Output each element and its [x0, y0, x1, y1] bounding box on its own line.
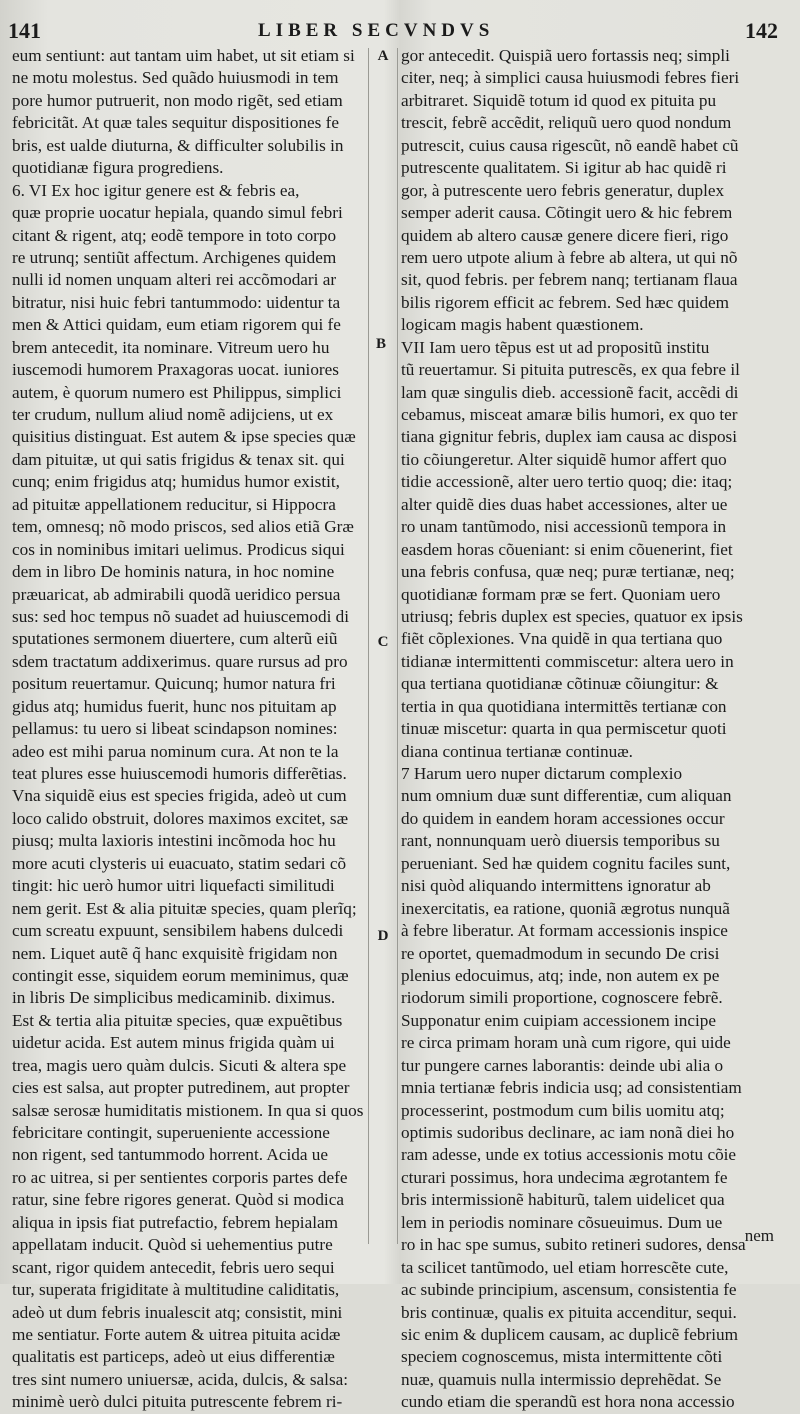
- text-line: ac subinde principium, ascensum, consistentia fe: [401, 1280, 737, 1300]
- text-line: nuæ, quamuis nulla intermissio deprehẽdat. Se: [401, 1369, 722, 1389]
- text-line: do quidem in eandem horam accessiones occur: [401, 808, 725, 828]
- text-line: cunq; enim frigidus atq; humidus humor existit,: [12, 472, 340, 492]
- text-line: men & Attici quidam, eum etiam rigorem qui fe: [12, 315, 341, 335]
- column-gutter-left: [368, 48, 369, 1244]
- text-line: ne motu molestus. Sed quãdo huiusmodi in tem: [12, 68, 339, 88]
- text-line: 6. VI Ex hoc igitur genere est & febris ea,: [12, 180, 300, 200]
- left-text-column: [12, 45, 364, 1414]
- text-line: appellatam inducit. Quòd si uehementius putre: [12, 1235, 333, 1255]
- text-line: tinuæ miscetur: quarta in qua permiscetur quoti: [401, 719, 727, 739]
- text-line: logicam magis habent quæstionem.: [401, 315, 644, 335]
- text-line: rem uero utpote alium à febre ab altera, ut qui nõ: [401, 247, 738, 267]
- text-line: speciem cognoscemus, mista intermittente cõti: [401, 1347, 723, 1367]
- text-line: quæ proprie uocatur hepiala, quando simul febri: [12, 203, 343, 223]
- text-line: ad pituitæ appellationem reducitur, si Hippocra: [12, 494, 336, 514]
- text-line: præuaricat, ab admirabili quodã ueridico persua: [12, 584, 341, 604]
- text-line: tiana gignitur febris, duplex iam causa ac disposi: [401, 427, 738, 447]
- text-line: easdem horas cõueniant: si enim cõuenerint, fiet: [401, 539, 733, 559]
- text-line: gor, à putrescente uero febris generatur, duplex: [401, 180, 725, 200]
- text-line: trescit, febrẽ accẽdit, reliquũ uero quod nondum: [401, 113, 732, 133]
- catchword: nem: [744, 1226, 774, 1245]
- text-line: Est & tertia alia pituitæ species, quæ expuẽtibus: [12, 1010, 343, 1030]
- text-line: pellamus: tu uero si libeat scindapson nomines:: [12, 719, 338, 739]
- text-line: citer, neq; à simplici causa huiusmodi febres fieri: [401, 68, 740, 88]
- text-line: febricitare contingit, superueniente accessione: [12, 1123, 330, 1142]
- text-line: processerint, postmodum cum bilis uomitu atq;: [401, 1100, 725, 1120]
- text-line: dem in libro De hominis natura, in hoc nomine: [12, 562, 335, 582]
- text-line: cundo etiam die sperandũ est hora nona accessio: [401, 1392, 735, 1412]
- text-line: bris intermissionẽ habiturũ, talem uidelicet qua: [401, 1190, 725, 1210]
- text-line: utriusq; febris duplex est species, quatuor ex ipsis: [401, 606, 743, 626]
- text-line: tur, superata frigiditate à multitudine caliditatis,: [12, 1280, 340, 1300]
- text-line: nulli id nomen unquam alteri rei accõmodari ar: [12, 270, 337, 290]
- text-line: à febre liberatur. At formam accessionis inspice: [401, 921, 728, 941]
- text-line: una febris confusa, quæ neq; puræ tertianæ, neq;: [401, 562, 735, 582]
- text-line: citant & rigent, atq; eodẽ tempore in toto corpo: [12, 225, 337, 245]
- text-line: perueniant. Sed hæ quidem cognitu faciles sunt,: [401, 853, 731, 873]
- text-line: semper aderit causa. Cõtingit uero & hic febrem: [401, 203, 733, 223]
- text-line: tur pungere carnes laborantis: deinde ubi alia o: [401, 1055, 724, 1075]
- text-line: VII Iam uero tẽpus est ut ad propositũ institu: [401, 337, 710, 357]
- text-line: nem. Liquet autẽ q̃ hanc exquisitè frigidam non: [12, 943, 338, 963]
- text-line: tres sint numero uniuersæ, acida, dulcis, & salsa:: [12, 1369, 349, 1389]
- margin-letter-d: D: [377, 928, 389, 944]
- text-line: sdem tractatum addixerimus. quare rursus ad pro: [12, 651, 348, 671]
- text-line: adeò ut dum febris inualescit atq; consistit, mini: [12, 1302, 343, 1322]
- text-line: inexercitatis, ea ratione, quoniã ægrotus nunquã: [401, 898, 730, 918]
- page-number-left: 141: [8, 18, 41, 43]
- text-line: alter quidẽ dies duas habet accessiones, alter ue: [401, 494, 728, 514]
- text-line: cebamus, misceat amaræ bilis humori, ex quo ter: [401, 405, 738, 424]
- text-line: positum reuertamur. Quicunq; humor natura fri: [12, 674, 336, 694]
- text-line: putrescit, cuius causa rigescũt, nõ eandẽ habet cũ: [401, 135, 739, 155]
- text-line: sic enim & duplicem causam, ac duplicẽ febrium: [401, 1324, 738, 1344]
- text-line: arbitraret. Siquidẽ totum id quod ex pituita pu: [401, 90, 717, 110]
- text-line: sputationes sermonem diuertere, cum alterũ eiũ: [12, 629, 338, 649]
- running-title: LIBER SECVNDVS: [258, 20, 495, 41]
- text-line: rant, nonnunquam uerò diuersis temporibus su: [401, 831, 720, 851]
- text-line: qua tertiana quotidianæ cõtinuæ cõiungitur: &: [401, 674, 719, 694]
- text-line: gor antecedit. Quispiã uero fortassis neq; simpli: [401, 46, 730, 65]
- text-line: lem in periodis nominare cõsueuimus. Dum ue: [401, 1212, 723, 1232]
- margin-letter-a: A: [377, 48, 389, 64]
- margin-letter-b: B: [375, 336, 386, 352]
- text-line: gidus atq; humidus fuerit, hunc nos pituitam ap: [12, 696, 337, 716]
- text-line: trea, magis uero quàm dulcis. Sicuti & altera spe: [12, 1055, 347, 1075]
- margin-letter-c: C: [377, 634, 389, 650]
- text-line: pore humor putruerit, non modo rigẽt, sed etiam: [12, 90, 343, 110]
- text-line: iuscemodi humorem Praxagoras uocat. iuniores: [12, 360, 339, 380]
- text-line: brem antecedit, ita nominare. Vitreum uero hu: [12, 337, 330, 357]
- text-line: loco calido obstruit, dolores maximos excitet, sæ: [12, 808, 349, 828]
- text-line: num omnium duæ sunt differentiæ, cum aliquan: [401, 786, 732, 806]
- text-line: re oportet, quemadmodum in secundo De crisi: [401, 943, 720, 963]
- text-line: bilis rigorem efficit ac febrem. Sed hæc quidem: [401, 292, 730, 312]
- text-line: autem, è quorum numero est Philippus, simplici: [12, 382, 342, 402]
- text-line: Supponatur enim cuipiam accessionem incipe: [401, 1010, 717, 1030]
- text-line: ratur, sine febre rigores generat. Quòd si modica: [12, 1190, 344, 1210]
- text-line: more acuti clysteris ui euacuato, statim sedari cõ: [12, 853, 347, 873]
- text-line: re circa primam horam unà cum rigore, qui uide: [401, 1033, 731, 1053]
- text-line: adeo est mihi parua nominum cura. At non te la: [12, 741, 339, 761]
- text-line: 7 Harum uero nuper dictarum complexio: [401, 764, 683, 783]
- text-line: putrescente qualitatem. Si igitur ab hac quidẽ ri: [401, 158, 727, 178]
- text-line: lam quæ singulis dieb. accessionẽ facit, accẽdi di: [401, 382, 739, 402]
- text-line: uidetur acida. Est autem minus frigida quàm ui: [12, 1033, 335, 1053]
- text-line: minimè uerò dulci pituita putrescente febrem ri-: [12, 1392, 343, 1412]
- text-line: teat plures esse huiuscemodi humoris differẽtias.: [12, 764, 347, 783]
- right-text-column: [401, 45, 781, 1414]
- text-line: salsæ serosæ humiditatis mistionem. In qua si quos: [12, 1100, 364, 1120]
- text-line: tem, omnesq; nõ modo priscos, sed alios etiã Græ: [12, 517, 354, 537]
- text-line: quotidianæ formam præ se fert. Quoniam uero: [401, 584, 721, 604]
- running-header: [0, 8, 800, 42]
- text-line: bitratur, nisi huic febri tantummodo: uidentur ta: [12, 292, 341, 312]
- text-line: tingit: hic uerò humor uitri liquefacti similitudi: [12, 876, 335, 896]
- column-gutter-right: [397, 48, 398, 1244]
- text-line: ram adesse, unde ex totius accessionis motu cõie: [401, 1145, 737, 1165]
- text-line: mnia tertianæ febris indicia usq; ad consistentiam: [401, 1078, 742, 1098]
- text-line: cies est salsa, aut propter putredinem, aut propter: [12, 1078, 350, 1098]
- text-line: quidem ab altero causæ genere dicere fieri, rigo: [401, 225, 729, 245]
- page-number-right: 142: [745, 18, 778, 43]
- text-line: quotidianæ figura progrediens.: [12, 158, 224, 178]
- text-line: nem gerit. Est & alia pituitæ species, quam plerĩq;: [12, 898, 357, 918]
- text-line: ro ac uitrea, si per sentientes corporis partes defe: [12, 1167, 348, 1187]
- text-line: aliqua in ipsis fiat putrefactio, febrem hepialam: [12, 1212, 338, 1232]
- text-line: scant, rigor quidem antecedit, febris uero sequi: [12, 1257, 335, 1277]
- text-line: nisi quòd aliquando intermittens ignoratur ab: [401, 876, 711, 896]
- text-line: tio cõiungeretur. Alter siquidẽ humor affert quo: [401, 449, 727, 469]
- text-line: febricitãt. At quæ tales sequitur dispositiones fe: [12, 113, 339, 133]
- text-line: contingit esse, siquidem eorum meminimus, quæ: [12, 965, 349, 985]
- text-line: dam pituitæ, ut qui satis frigidus & tenax sit. qui: [12, 449, 345, 469]
- text-line: eum sentiunt: aut tantam uim habet, ut sit etiam si: [12, 46, 355, 65]
- text-line: optimis sudoribus declinare, ac iam nonã diei ho: [401, 1123, 735, 1142]
- text-line: non rigent, sed tantummodo horrent. Acida ue: [12, 1145, 328, 1165]
- text-line: tidianæ intermittenti commiscetur: altera uero in: [401, 651, 734, 671]
- text-line: ro unam tantũmodo, nisi accessionũ tempora in: [401, 517, 727, 537]
- text-line: ta scilicet tantũmodo, uel etiam horrescẽte cute,: [401, 1257, 729, 1277]
- text-line: re utrunq; sentiũt affectum. Archigenes quidem: [12, 247, 337, 267]
- text-line: bris continuæ, qualis ex pituita accenditur, sequi.: [401, 1302, 737, 1322]
- text-line: bris, est ualde diuturna, & difficulter solubilis in: [12, 135, 344, 155]
- text-line: sit, quod febris. per febrem nanq; tertianam flaua: [401, 270, 738, 290]
- text-line: me sentiatur. Forte autem & uitrea pituita acidæ: [12, 1324, 341, 1344]
- text-line: tertia in qua quotidiana intermittẽs tertianæ con: [401, 696, 727, 716]
- text-line: riodorum simili proportione, cognoscere febrẽ.: [401, 988, 723, 1008]
- text-line: plenius edocuimus, atq; inde, non autem ex pe: [401, 965, 720, 985]
- text-line: tũ reuertamur. Si pituita putrescẽs, ex qua febre il: [401, 360, 740, 380]
- text-line: qualitatis est particeps, adeò ut eius differentiæ: [12, 1347, 335, 1367]
- text-line: Vna siquidẽ eius est species frigida, adeò ut cum: [12, 786, 347, 806]
- text-line: in libris De simplicibus medicaminib. diximus.: [12, 988, 336, 1008]
- text-line: ro in hac spe sumus, subito retineri sudores, densa: [401, 1235, 746, 1255]
- text-line: cos in nominibus imitari uelimus. Prodicus siqui: [12, 539, 345, 559]
- text-line: piusq; multa laxioris intestini incõmoda hoc hu: [12, 831, 336, 851]
- text-line: ter crudum, nullum aliud nomẽ adijciens, ut ex: [12, 405, 334, 424]
- text-line: diana continua tertianæ continuæ.: [401, 741, 633, 761]
- text-line: sus: sed hoc tempus nõ suadet ad huiuscemodi di: [12, 606, 350, 626]
- text-line: cum screatu expuunt, sensibilem habens dulcedi: [12, 921, 344, 941]
- text-line: tidie accessionẽ, alter uero tertio quoq; die: itaq;: [401, 472, 733, 492]
- text-line: cturari possimus, hora undecima ægrotantem fe: [401, 1167, 728, 1187]
- text-line: quisitius distinguat. Est autem & ipse species quæ: [12, 427, 356, 447]
- text-line: fiẽt cõplexiones. Vna quidẽ in qua tertiana quo: [401, 629, 723, 649]
